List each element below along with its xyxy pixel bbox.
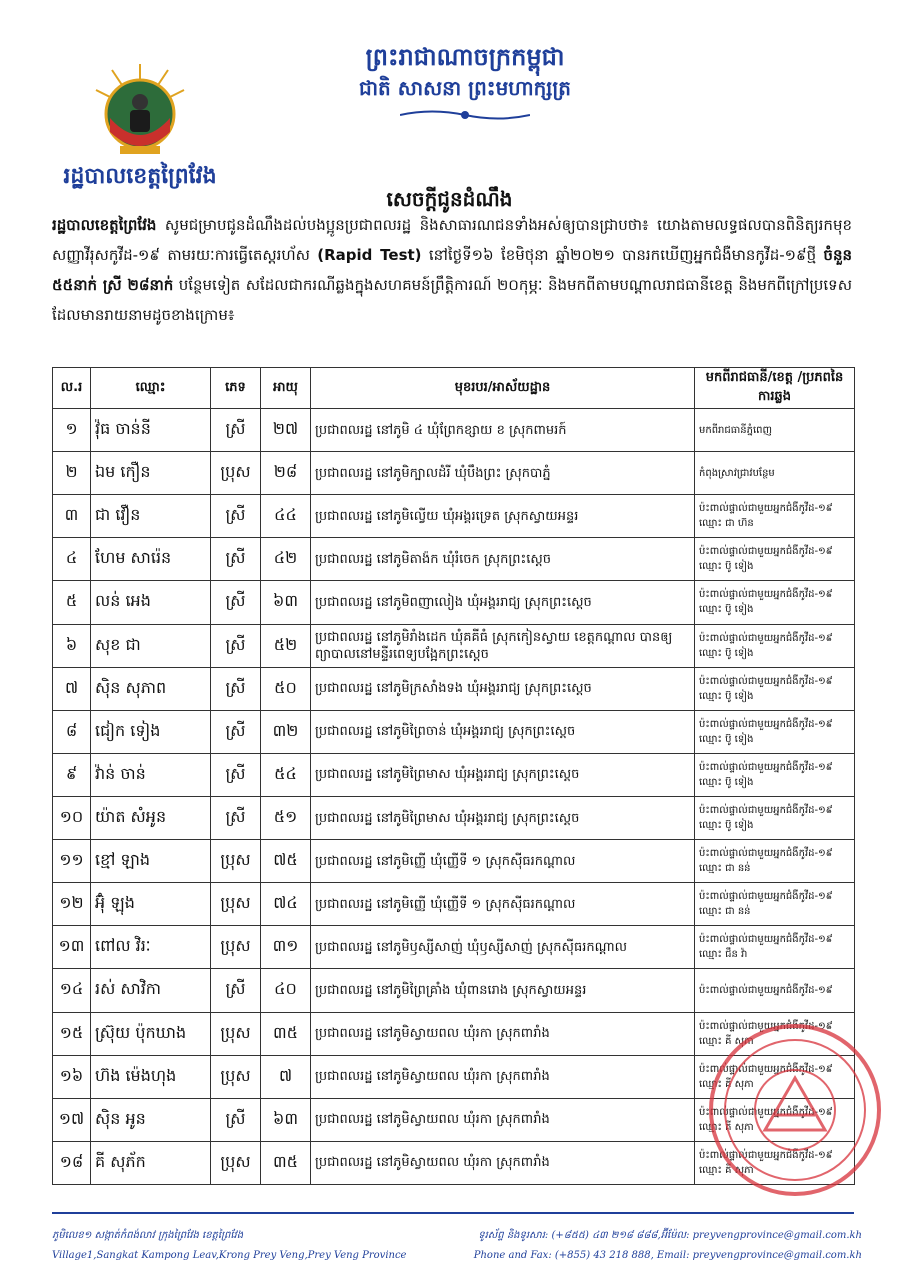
cell-source: ប៉ះពាល់ផ្ទាល់ជាមួយអ្នកជំងឺកូវីដ-១៩ ឈ្មោះ ប៊ូ ទៀង <box>695 624 855 667</box>
provincial-emblem-icon <box>92 62 188 162</box>
cell-source: ប៉ះពាល់ផ្ទាល់ជាមួយអ្នកជំងឺកូវីដ-១៩ ឈ្មោះ ជា នន់ <box>695 840 855 883</box>
cell-address: ប្រជាពលរដ្ឋ នៅភូមិរាំងដេក ឃុំគគីធំ ស្រុកកៀនស្វាយ ខេត្តកណ្តាល បានឲ្យព្យាបាលនៅមន្ទីរពេទ្យបង្អែកព្រះស្តេច <box>311 624 695 667</box>
footer-address-kh: ភូមិលេខ១ សង្កាត់កំពង់លាវ ក្រុងព្រៃវែង ខេត្តព្រៃវែង <box>52 1230 244 1241</box>
cell-sex: ប្រុស <box>211 926 261 969</box>
table-row <box>53 969 855 1012</box>
cell-sex: ស្រី <box>211 624 261 667</box>
header-name: ឈ្មោះ <box>91 368 211 409</box>
cell-name: ហែម សារ៉េន <box>91 538 211 581</box>
cell-age: ៦៣ <box>261 581 311 624</box>
cell-sex: ប្រុស <box>211 1012 261 1055</box>
footer-contact <box>452 1226 862 1266</box>
cell-sex: ប្រុស <box>211 840 261 883</box>
official-seal-stamp <box>705 1020 885 1200</box>
cell-source: ប៉ះពាល់ផ្ទាល់ជាមួយអ្នកជំងឺកូវីដ-១៩ ឈ្មោះ គី សុភា <box>695 1055 855 1098</box>
cell-num: ៤ <box>53 538 91 581</box>
cell-sex: ស្រី <box>211 581 261 624</box>
cell-name: វ៉ុធ ចាន់នី <box>91 409 211 452</box>
cell-sex: ស្រី <box>211 409 261 452</box>
intro-part3: បន្ថែមទៀត សដែលជាករណីឆ្លងក្នុងសហគមន៍ព្រឹត្តិការណ៍ ២០កុម្ភៈ និងមកពីតាមបណ្តាលរាជធានីខេត្ត និងមកពីក្រៅប្រទេស ដែលមានរាយនាមដូចខាងក្រោម៖ <box>52 276 852 324</box>
cell-name: សុខ ជា <box>91 624 211 667</box>
cell-age: ៤០ <box>261 969 311 1012</box>
cell-name: ស្រ៊ុយ ប៉ុកឃាង <box>91 1012 211 1055</box>
cell-sex: ប្រុស <box>211 452 261 495</box>
cell-source: ប៉ះពាល់ផ្ទាល់ជាមួយអ្នកជំងឺកូវីដ-១៩ ឈ្មោះ ប៊ូ ទៀង <box>695 538 855 581</box>
cell-address: ប្រជាពលរដ្ឋ នៅភូមិស្វាយពល ឃុំរកា ស្រុកពារាំង <box>311 1055 695 1098</box>
cell-name: ជៀក ទៀង <box>91 710 211 753</box>
cell-sex: ស្រី <box>211 753 261 796</box>
cell-age: ៦៣ <box>261 1098 311 1141</box>
cell-age: ៧ <box>261 1055 311 1098</box>
table-row <box>53 753 855 796</box>
header-source: មកពីរាជធានី/ខេត្ត /ប្រភពនៃការឆ្លង <box>695 368 855 409</box>
cell-address: ប្រជាពលរដ្ឋ នៅភូមិព្រៃមាស ឃុំអង្គររាជ្យ ស្រុកព្រះស្តេច <box>311 753 695 796</box>
table-row <box>53 710 855 753</box>
cell-num: ១៥ <box>53 1012 91 1055</box>
cell-num: ១៦ <box>53 1055 91 1098</box>
cell-num: ១៤ <box>53 969 91 1012</box>
header-num: ល.រ <box>53 368 91 409</box>
footer-contact-kh: ទូរស័ព្ទ និងទូរសារ: (+៨៥៥) ៤៣ ២១៨ ៨៨៨,អ៊ីម៉ែល: preyvengprovince@gmail.com.kh <box>478 1230 862 1241</box>
cell-address: ប្រជាពលរដ្ឋ នៅភូមិញ្ញើ ឃុំញ្ញើទី ១ ស្រុកស៊ីធរកណ្តាល <box>311 883 695 926</box>
table-row <box>53 409 855 452</box>
cell-num: ២ <box>53 452 91 495</box>
cell-sex: ស្រី <box>211 538 261 581</box>
cell-address: ប្រជាពលរដ្ឋ នៅភូមិញ្ញើ ឃុំញ្ញើទី ១ ស្រុកស៊ីធរកណ្តាល <box>311 840 695 883</box>
cell-source: ប៉ះពាល់ផ្ទាល់ជាមួយអ្នកជំងឺកូវីដ-១៩ <box>695 969 855 1012</box>
cell-source: ប៉ះពាល់ផ្ទាល់ជាមួយអ្នកជំងឺកូវីដ-១៩ ឈ្មោះ ប៊ូ ទៀង <box>695 710 855 753</box>
cell-source: កំពុងស្រាវជ្រាវបន្ថែម <box>695 452 855 495</box>
cell-name: ពៅល វិរៈ <box>91 926 211 969</box>
cell-num: ១២ <box>53 883 91 926</box>
cell-source: ប៉ះពាល់ផ្ទាល់ជាមួយអ្នកជំងឺកូវីដ-១៩ ឈ្មោះ ជឹន វ៉ា <box>695 926 855 969</box>
cell-age: ៥១ <box>261 796 311 839</box>
cell-source: ប៉ះពាល់ផ្ទាល់ជាមួយអ្នកជំងឺកូវីដ-១៩ ឈ្មោះ ជា នន់ <box>695 883 855 926</box>
cell-name: ស៊ិន សុភាព <box>91 667 211 710</box>
footer-contact-en: Phone and Fax: (+855) 43 218 888, Email: preyvengprovince@gmail.com.kh <box>473 1250 862 1261</box>
cell-name: អ៊ុំ ឡុង <box>91 883 211 926</box>
footer-divider <box>52 1212 854 1214</box>
cell-address: ប្រជាពលរដ្ឋ នៅភូមិព្រៃចាន់ ឃុំអង្គររាជ្យ ស្រុកព្រះស្តេច <box>311 710 695 753</box>
cell-address: ប្រជាពលរដ្ឋ នៅភូមិតាង៉ក ឃុំរំចេក ស្រុកព្រះស្តេច <box>311 538 695 581</box>
cell-address: ប្រជាពលរដ្ឋ នៅភូមិក្បាលដំរី ឃុំបឹងព្រះ ស្រុកបាភ្នំ <box>311 452 695 495</box>
cell-num: ១៣ <box>53 926 91 969</box>
cell-age: ៣១ <box>261 926 311 969</box>
cell-name: គី សុភ័ក <box>91 1141 211 1184</box>
notice-intro <box>52 210 852 330</box>
cell-address: ប្រជាពលរដ្ឋ នៅភូមិព្រៃមាស ឃុំអង្គររាជ្យ ស្រុកព្រះស្តេច <box>311 796 695 839</box>
cell-sex: ស្រី <box>211 710 261 753</box>
cell-source: ប៉ះពាល់ផ្ទាល់ជាមួយអ្នកជំងឺកូវីដ-១៩ ឈ្មោះ គី សុភា <box>695 1141 855 1184</box>
cell-age: ៥៤ <box>261 753 311 796</box>
cell-address: ប្រជាពលរដ្ឋ នៅភូមិពញាលៀង ឃុំអង្គររាជ្យ ស្រុកព្រះស្តេច <box>311 581 695 624</box>
cell-age: ៤៤ <box>261 495 311 538</box>
cell-name: វ៉ាន់ ចាន់ <box>91 753 211 796</box>
cell-name: យ៉ាត សំអូន <box>91 796 211 839</box>
table-row <box>53 452 855 495</box>
cell-address: ប្រជាពលរដ្ឋ នៅភូមិល្វើយ ឃុំអង្គរទ្រេត ស្រុកស្វាយអន្ទរ <box>311 495 695 538</box>
cell-address: ប្រជាពលរដ្ឋ នៅភូមិស្វាយពល ឃុំរកា ស្រុកពារាំង <box>311 1098 695 1141</box>
cell-sex: ស្រី <box>211 495 261 538</box>
cell-name: លន់ អេង <box>91 581 211 624</box>
ornament-divider-icon <box>400 108 530 122</box>
footer-address-en: Village1,Sangkat Kampong Leav,Krong Prey Veng,Prey Veng Province <box>52 1250 407 1261</box>
cell-source: ប៉ះពាល់ផ្ទាល់ជាមួយអ្នកជំងឺកូវីដ-១៩ ឈ្មោះ ប៊ូ ទៀង <box>695 753 855 796</box>
cell-sex: ប្រុស <box>211 1055 261 1098</box>
cell-address: ប្រជាពលរដ្ឋ នៅភូមិព្រៃគ្រាំង ឃុំពានរោង ស្រុកស្វាយអន្ទរ <box>311 969 695 1012</box>
cell-sex: ស្រី <box>211 796 261 839</box>
table-row <box>53 883 855 926</box>
cell-num: ៣ <box>53 495 91 538</box>
notice-title: សេចក្តីជូនដំណឹង <box>386 187 513 211</box>
cell-age: ៥២ <box>261 624 311 667</box>
intro-count: ចំនួន ៥៥នាក់ ស្រី ២៨នាក់ <box>52 246 852 294</box>
cell-source: ប៉ះពាល់ផ្ទាល់ជាមួយអ្នកជំងឺកូវីដ-១៩ ឈ្មោះ ជា ហ៊ន <box>695 495 855 538</box>
cell-address: ប្រជាពលរដ្ឋ នៅភូមិ ៤ ឃុំព្រែកខ្សាយ ខ ស្រុកពាមរក៍ <box>311 409 695 452</box>
footer-address <box>52 1226 432 1266</box>
cell-sex: ប្រុស <box>211 1141 261 1184</box>
cell-sex: ស្រី <box>211 667 261 710</box>
cell-sex: ស្រី <box>211 969 261 1012</box>
cell-source: ប៉ះពាល់ផ្ទាល់ជាមួយអ្នកជំងឺកូវីដ-១៩ ឈ្មោះ ប៊ូ ទៀង <box>695 581 855 624</box>
cell-num: ១១ <box>53 840 91 883</box>
cell-name: រស់ សាវិកា <box>91 969 211 1012</box>
kingdom-motto <box>300 40 630 102</box>
intro-rapid-test: (Rapid Test) <box>317 246 422 264</box>
cell-source: ប៉ះពាល់ផ្ទាល់ជាមួយអ្នកជំងឺកូវីដ-១៩ ឈ្មោះ គី សុភា <box>695 1098 855 1141</box>
header-age: អាយុ <box>261 368 311 409</box>
cell-age: ៥០ <box>261 667 311 710</box>
table-row <box>53 667 855 710</box>
cell-num: ៨ <box>53 710 91 753</box>
intro-part1: សូមជម្រាបជូនដំណឹងដល់បងប្អូនប្រជាពលរដ្ឋ និងសាធារណជនទាំងអស់ឲ្យបានជ្រាបថា៖ យោងតាមលទ្ធផលបានពិនិត្យរកមុខសញ្ញាវីរុសកូវីដ-១៩ តាមរយៈការធ្វើតេស្តរហ័ស <box>52 216 852 264</box>
cell-num: ១៧ <box>53 1098 91 1141</box>
cell-num: ១ <box>53 409 91 452</box>
table-row <box>53 495 855 538</box>
cell-name: ស៊ិន អូន <box>91 1098 211 1141</box>
intro-part2: នៅថ្ងៃទី១៦ ខែមិថុនា ឆ្នាំ២០២១ បានរកឃើញអ្នកជំងឺមានកូវីដ-១៩ថ្មី <box>421 246 824 264</box>
cell-age: ៣២ <box>261 710 311 753</box>
cell-source: ប៉ះពាល់ផ្ទាល់ជាមួយអ្នកជំងឺកូវីដ-១៩ ឈ្មោះ គី សុភា <box>695 1012 855 1055</box>
cell-sex: ប្រុស <box>211 883 261 926</box>
header-address: មុខរបរ/អាស័យដ្ឋាន <box>311 368 695 409</box>
cell-num: ១៨ <box>53 1141 91 1184</box>
cell-name: ហ៊ង ម៉េងហុង <box>91 1055 211 1098</box>
cell-name: ខ្មៅ ឡាង <box>91 840 211 883</box>
cell-source: ប៉ះពាល់ផ្ទាល់ជាមួយអ្នកជំងឺកូវីដ-១៩ ឈ្មោះ ប៊ូ ទៀង <box>695 667 855 710</box>
nation-religion-king: ជាតិ សាសនា ព្រះមហាក្សត្រ <box>359 76 571 100</box>
table-row <box>53 538 855 581</box>
cell-address: ប្រជាពលរដ្ឋ នៅភូមិឫស្សីសាញ់ ឃុំឫស្សីសាញ់ ស្រុកស៊ីធរកណ្តាល <box>311 926 695 969</box>
cell-num: ៦ <box>53 624 91 667</box>
cell-name: ឯម កឿន <box>91 452 211 495</box>
cell-num: ៩ <box>53 753 91 796</box>
cell-source: មកពីរាជធានីភ្នំពេញ <box>695 409 855 452</box>
cell-num: ១០ <box>53 796 91 839</box>
cell-age: ៧៤ <box>261 883 311 926</box>
table-header-row <box>53 368 855 409</box>
cell-age: ៧៥ <box>261 840 311 883</box>
kingdom-name: ព្រះរាជាណាចក្រកម្ពុជា <box>365 43 565 71</box>
cell-address: ប្រជាពលរដ្ឋ នៅភូមិស្វាយពល ឃុំរកា ស្រុកពារាំង <box>311 1012 695 1055</box>
cell-age: ២៨ <box>261 452 311 495</box>
table-row <box>53 796 855 839</box>
cell-sex: ស្រី <box>211 1098 261 1141</box>
table-row <box>53 581 855 624</box>
intro-lead: រដ្ឋបាលខេត្តព្រៃវែង <box>52 216 157 234</box>
cell-age: ៣៥ <box>261 1141 311 1184</box>
cell-num: ៥ <box>53 581 91 624</box>
cell-age: ៣៥ <box>261 1012 311 1055</box>
cell-num: ៧ <box>53 667 91 710</box>
cell-age: ២៧ <box>261 409 311 452</box>
cell-name: ជា វឿន <box>91 495 211 538</box>
cell-address: ប្រជាពលរដ្ឋ នៅភូមិក្រសាំងទង ឃុំអង្គររាជ្យ ស្រុកព្រះស្តេច <box>311 667 695 710</box>
cell-age: ៤២ <box>261 538 311 581</box>
table-row <box>53 926 855 969</box>
cell-source: ប៉ះពាល់ផ្ទាល់ជាមួយអ្នកជំងឺកូវីដ-១៩ ឈ្មោះ ប៊ូ ទៀង <box>695 796 855 839</box>
table-row <box>53 624 855 667</box>
province-name: រដ្ឋបាលខេត្តព្រៃវែង <box>63 164 217 189</box>
header-sex: ភេទ <box>211 368 261 409</box>
cell-address: ប្រជាពលរដ្ឋ នៅភូមិស្វាយពល ឃុំរកា ស្រុកពារាំង <box>311 1141 695 1184</box>
table-row <box>53 840 855 883</box>
